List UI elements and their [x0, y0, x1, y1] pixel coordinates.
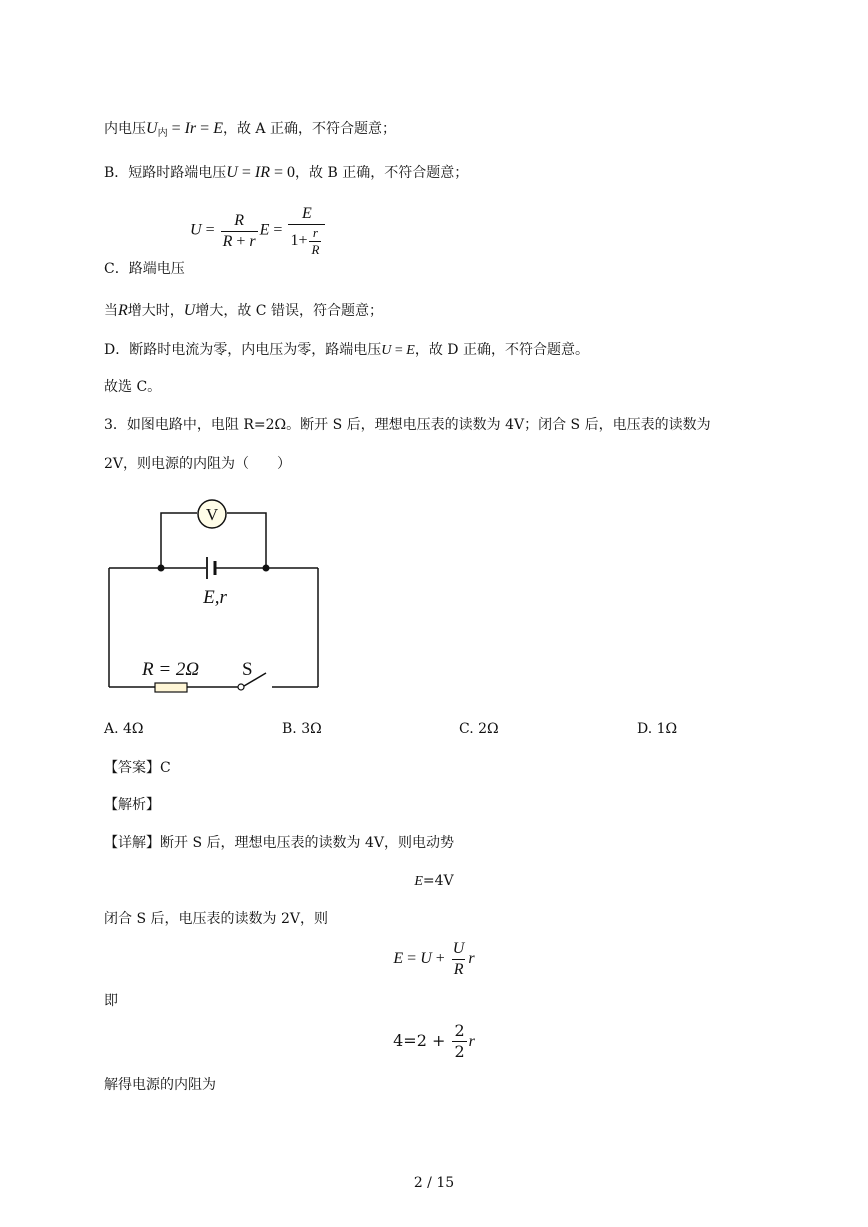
- node-right: [263, 565, 270, 572]
- line-c-wrong: [104, 302, 383, 320]
- text-d-correct: ，故 D 正确，不符合题意。: [414, 342, 589, 358]
- text-c-terminal-voltage: C．路端电压: [104, 261, 185, 277]
- line-open-circuit: [104, 341, 589, 360]
- text-open-circuit-label: D．断路时电流为零，内电压为零，路端电压: [104, 342, 382, 358]
- var-u: U: [183, 302, 196, 319]
- text-increase: 增大时，: [127, 303, 184, 319]
- text-c-wrong: 增大，故 C 错误，符合题意；: [195, 303, 383, 319]
- question-3-line-1: 3．如图电路中，电阻 R=2Ω。断开 S 后，理想电压表的读数为 4V；闭合 S 后，电压表的读数为: [104, 417, 711, 433]
- var-r: R: [118, 302, 128, 319]
- eq-closed-circuit: E = U + $\frac{U}{R}$ r: [393, 940, 475, 978]
- wire-voltmeter-right: [227, 513, 266, 568]
- page-number: 2 / 15: [413, 1175, 455, 1191]
- ji-line: 即: [104, 993, 118, 1009]
- eq-short-circuit: U = IR = 0: [226, 164, 296, 181]
- circuit-diagram: [100, 495, 330, 700]
- resistor-body: [155, 683, 187, 692]
- eq-internal-voltage: $U_内 = Ir = E$: [146, 120, 223, 139]
- eq-open-circuit: U = E: [381, 343, 415, 358]
- voltmeter-label: V: [205, 505, 219, 524]
- detail-line: 【详解】断开 S 后，理想电压表的读数为 4V，则电动势: [104, 835, 454, 851]
- text-a-correct: ，故 A 正确，不符合题意；: [222, 121, 396, 137]
- resistor-label: R = 2Ω: [142, 659, 200, 680]
- switch-label: S: [242, 659, 253, 680]
- eq-emf: E=4V: [414, 873, 454, 889]
- option-c: C. 2Ω: [459, 721, 499, 737]
- text-choose-c: 故选 C。: [104, 379, 162, 395]
- wire-voltmeter-left: [161, 513, 197, 568]
- question-3-line-2: 2V，则电源的内阻为（ ）: [104, 456, 292, 472]
- text-internal-voltage-label: 内电压: [104, 121, 146, 137]
- line-short-circuit: [104, 164, 468, 182]
- text-short-circuit-label: B．短路时路端电压: [104, 165, 227, 181]
- switch-contact: [238, 684, 244, 690]
- option-d: D. 1Ω: [637, 721, 678, 737]
- answer: 【答案】C: [104, 760, 171, 776]
- eq-terminal-voltage: U = $\frac{R}{R + r}$ E = E 1+ $\frac{r}{R}$: [190, 205, 327, 257]
- text-b-correct: ，故 B 正确，不符合题意；: [295, 165, 469, 181]
- option-b: B. 3Ω: [282, 721, 322, 737]
- solve-line: 解得电源的内阻为: [104, 1077, 216, 1093]
- text-when: 当: [104, 303, 118, 319]
- eq-substituted: 4=2 + $\frac{2}{2}$ r: [393, 1021, 475, 1061]
- option-a: A. 4Ω: [104, 721, 144, 737]
- line-internal-voltage: [104, 120, 396, 143]
- node-left: [158, 565, 165, 572]
- source-label: E,r: [203, 587, 227, 608]
- analysis-heading: 【解析】: [104, 797, 160, 813]
- after-close-line: 闭合 S 后，电压表的读数为 2V，则: [104, 911, 328, 927]
